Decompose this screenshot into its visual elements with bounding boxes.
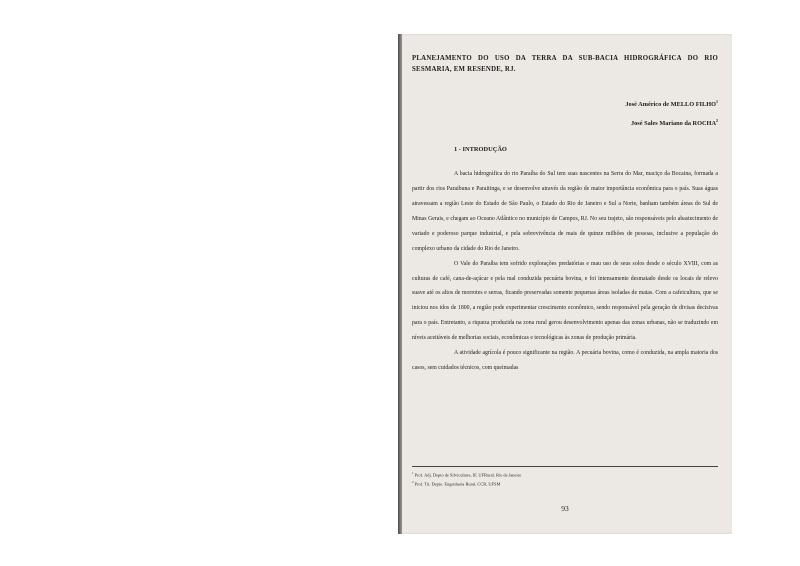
author-1 — [412, 94, 718, 113]
document-title: PLANEJAMENTO DO USO DA TERRA DA SUB-BACIA HIDROGRÁFICA DO RIO SESMARIA, EM RESENDE, RJ. — [412, 55, 718, 73]
author-2-name: José Sales Mariano da ROCHA — [630, 120, 716, 128]
footnotes — [412, 466, 718, 487]
document-page — [398, 34, 732, 534]
footnote-2-text: Prof. Tit. Depto. Engenharia Rural, CCR, UFSM — [414, 481, 501, 487]
footnote-1-text: Prof. Adj. Depto de Silvicultura, IF, UFRural, Rio de Janeiro — [414, 472, 522, 478]
section-heading: 1 - INTRODUÇÃO — [454, 146, 507, 154]
author-2-note: 2 — [716, 118, 718, 124]
page-content — [412, 48, 718, 376]
footnote-2 — [412, 479, 718, 488]
author-2 — [412, 113, 718, 132]
paragraph-2: O Vale do Paraíba tem sofrido explorações predatórias e mau uso de seus solos desde o século XVIII, com as culturas de café, cana-de-açúcar e pela mal conduzida pecuária bovina, e foi intensamente desmatado desde os locais de relevo suave até os altos de morrotes e serras, ficando preservadas somente pequenas áreas isoladas de matas. Com a cafeicultura, que se iniciou nos idos de 1800, a região pode experimentar crescimento econômico, sendo responsável pela geração de divisas decisivas para o país. Entretanto, a riqueza produzida na zona rural gerou desenvolvimento apenas das zonas urbanas, não se traduzindo em níveis aceitáveis de melhorias sociais, econômicas e tecnológicas às zonas de produção primária. — [412, 260, 718, 342]
author-1-name: José Américo de MELLO FILHO — [625, 101, 716, 109]
footnote-2-mark: 2 — [412, 479, 414, 484]
book-binding-shadow — [398, 34, 402, 534]
author-1-note: 1 — [716, 99, 718, 104]
authors-block — [412, 94, 718, 132]
paragraph-1: A bacia hidrográfica do rio Paraíba do Sul tem suas nascentes na Serra do Mar, maciço da Bocaina, formada a partir dos rios Paraibuna e Paraitinga, e se desenvolve através da região de maior importância econômica para o país. Suas águas atravessam a região Leste do Estado de São Paulo, o Estado do Rio de Janeiro e Sul a Norte, banham também áreas do Sul de Minas Gerais, e chegam ao Oceano Atlântico no município de Campos, RJ. No seu trajeto, são responsáveis pelo abastecimento de variado e poderoso parque industrial, e pela sobrevivência de mais de quinze milhões de pessoas, inclusive a população do complexo urbano da cidade do Rio de Janeiro. — [412, 171, 718, 252]
footnote-1 — [412, 470, 718, 479]
page-number: 93 — [561, 504, 569, 513]
paragraph-3: A atividade agrícola é pouco significante na região. A pecuária bovina, como é conduzida, na ampla maioria dos casos, sem cuidados técnicos, com queimadas — [412, 350, 718, 371]
footnote-1-mark: 1 — [412, 471, 414, 475]
